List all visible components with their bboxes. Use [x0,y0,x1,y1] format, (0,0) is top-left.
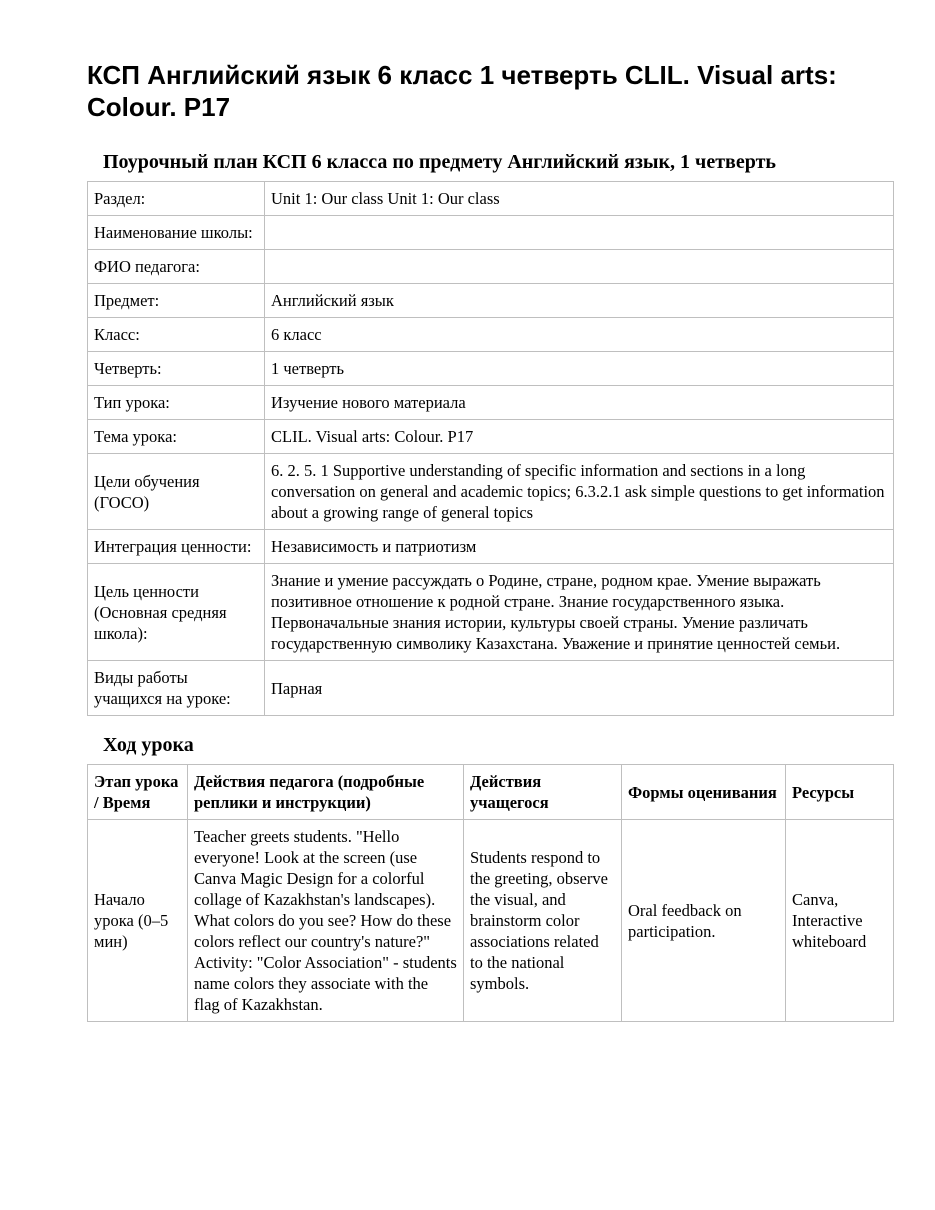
table-row [88,820,894,1022]
flow-heading: Ход урока [103,734,194,756]
row-value [265,216,894,250]
row-label: Наименование школы: [88,216,265,250]
table-row [88,454,894,530]
table-row [88,216,894,250]
row-label: Интеграция ценности: [88,530,265,564]
row-value: 6 класс [265,318,894,352]
column-header: Этап урока / Время [88,765,188,820]
table-header-row [88,765,894,820]
lesson-info-table [87,181,894,716]
table-row [88,284,894,318]
teacher-actions-cell: Teacher greets students. "Hello everyone! Look at the screen (use Canva Magic Design for a colorful collage of Kazakhstan's landscapes). What colors do you see? How do these colors reflect our country's nature?" Activity: "Color Association" - students name colors they associate with the flag of Kazakhstan. [188,820,464,1022]
plan-heading: Поурочный план КСП 6 класса по предмету Английский язык, 1 четверть [103,151,776,173]
row-label: Цель ценности (Основная средняя школа): [88,564,265,661]
table-row [88,318,894,352]
assessment-cell: Oral feedback on participation. [622,820,786,1022]
student-actions-cell: Students respond to the greeting, observe the visual, and brainstorm color associations related to the national symbols. [464,820,622,1022]
row-label: Тип урока: [88,386,265,420]
column-header: Действия учащегося [464,765,622,820]
column-header: Ресурсы [786,765,894,820]
row-value: Независимость и патриотизм [265,530,894,564]
row-value: Парная [265,661,894,716]
column-header: Формы оценивания [622,765,786,820]
table-row [88,420,894,454]
column-header: Действия педагога (подробные реплики и инструкции) [188,765,464,820]
table-row [88,182,894,216]
row-value [265,250,894,284]
row-label: Раздел: [88,182,265,216]
stage-cell: Начало урока (0–5 мин) [88,820,188,1022]
resources-cell: Canva, Interactive whiteboard [786,820,894,1022]
lesson-plan-page [87,0,893,1022]
lesson-flow-table [87,764,894,1022]
table-row [88,250,894,284]
row-label: Класс: [88,318,265,352]
row-value: 1 четверть [265,352,894,386]
row-label: Виды работы учащихся на уроке: [88,661,265,716]
row-value: 6. 2. 5. 1 Supportive understanding of specific information and sections in a long conversation on general and academic topics; 6.3.2.1 ask simple questions to get information about a growing range of general topics [265,454,894,530]
document-title: КСП Английский язык 6 класс 1 четверть CLIL. Visual arts: Colour. P17 [87,60,837,122]
row-label: Тема урока: [88,420,265,454]
table-row [88,661,894,716]
row-label: Цели обучения (ГОСО) [88,454,265,530]
table-row [88,530,894,564]
row-label: ФИО педагога: [88,250,265,284]
row-label: Предмет: [88,284,265,318]
row-label: Четверть: [88,352,265,386]
table-row [88,386,894,420]
row-value: Знание и умение рассуждать о Родине, стране, родном крае. Умение выражать позитивное отношение к родной стране. Знание государственного языка. Первоначальные знания истории, культуры своей страны. Умение различать государственную символику Казахстана. Уважение и принятие ценностей семьи. [265,564,894,661]
row-value: Unit 1: Our class Unit 1: Our class [265,182,894,216]
table-row [88,564,894,661]
row-value: CLIL. Visual arts: Colour. P17 [265,420,894,454]
row-value: Английский язык [265,284,894,318]
table-row [88,352,894,386]
row-value: Изучение нового материала [265,386,894,420]
